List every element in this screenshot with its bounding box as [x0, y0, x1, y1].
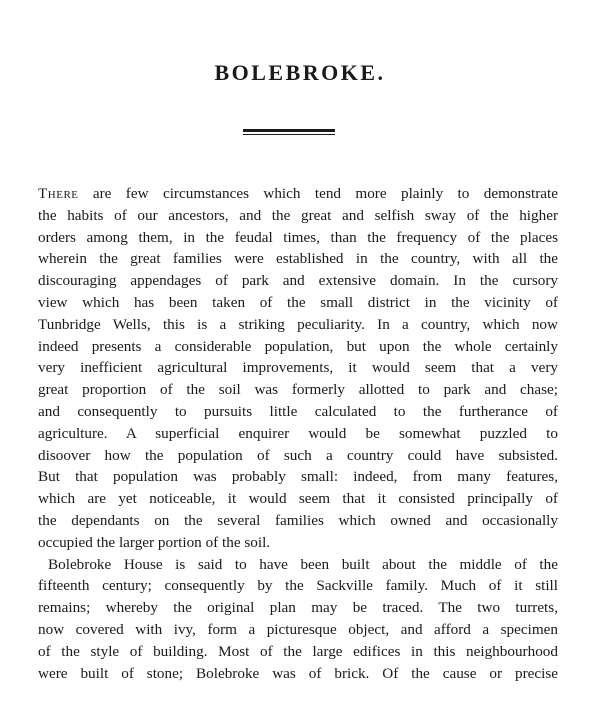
rule-thin-line — [243, 134, 335, 135]
text-line: agriculture. A superficial enquirer would be somewhat puzzled to — [38, 424, 558, 442]
text-line: now covered with ivy, form a picturesque object, and afford a specimen — [38, 620, 558, 638]
text-line: Tunbridge Wells, this is a striking peculiarity. In a country, which now — [38, 315, 558, 333]
text-line: orders among them, in the feudal times, than the frequency of the places — [38, 228, 558, 246]
text-line: But that population was probably small: indeed, from many features, — [38, 468, 558, 486]
text-line: discouraging appendages of park and extensive domain. In the cursory — [38, 272, 558, 290]
text-line-content: are few circumstances which tend more plainly to demonstrate — [78, 185, 558, 202]
text-line: view which has been taken of the small district in the vicinity of — [38, 293, 558, 311]
body-text — [38, 183, 558, 684]
text-line: of the style of building. Most of the large edifices in this neighbourhood — [38, 642, 558, 660]
text-line: the habits of our ancestors, and the great and selfish sway of the higher — [38, 206, 558, 224]
text-line: disoover how the population of such a country could have subsisted. — [38, 446, 558, 464]
text-line: Bolebroke House is said to have been built about the middle of the — [48, 555, 558, 573]
text-line: the dependants on the several families which owned and occasionally — [38, 511, 558, 529]
text-line: indeed presents a considerable population, but upon the whole certainly — [38, 337, 558, 355]
opening-word: There — [38, 185, 79, 202]
page-title: BOLEBROKE. — [214, 60, 386, 85]
text-line — [38, 183, 558, 205]
text-line: remains; whereby the original plan may be traced. The two turrets, — [38, 599, 558, 617]
text-line: and consequently to pursuits little calculated to the furtherance of — [38, 402, 558, 420]
text-line: very inefficient agricultural improvements, it would seem that a very — [38, 359, 558, 377]
text-line: wherein the great families were established in the country, with all the — [38, 250, 558, 268]
decorative-rule — [243, 129, 335, 137]
rule-thick-line — [243, 129, 335, 132]
text-line: great proportion of the soil was formerly allotted to park and chase; — [38, 381, 558, 399]
text-line: occupied the larger portion of the soil. — [38, 533, 271, 551]
text-line: were built of stone; Bolebroke was of brick. Of the cause or precise — [38, 664, 558, 682]
text-line: fifteenth century; consequently by the Sackville family. Much of it still — [38, 577, 558, 595]
text-line: which are yet noticeable, it would seem that it consisted principally of — [38, 490, 558, 508]
